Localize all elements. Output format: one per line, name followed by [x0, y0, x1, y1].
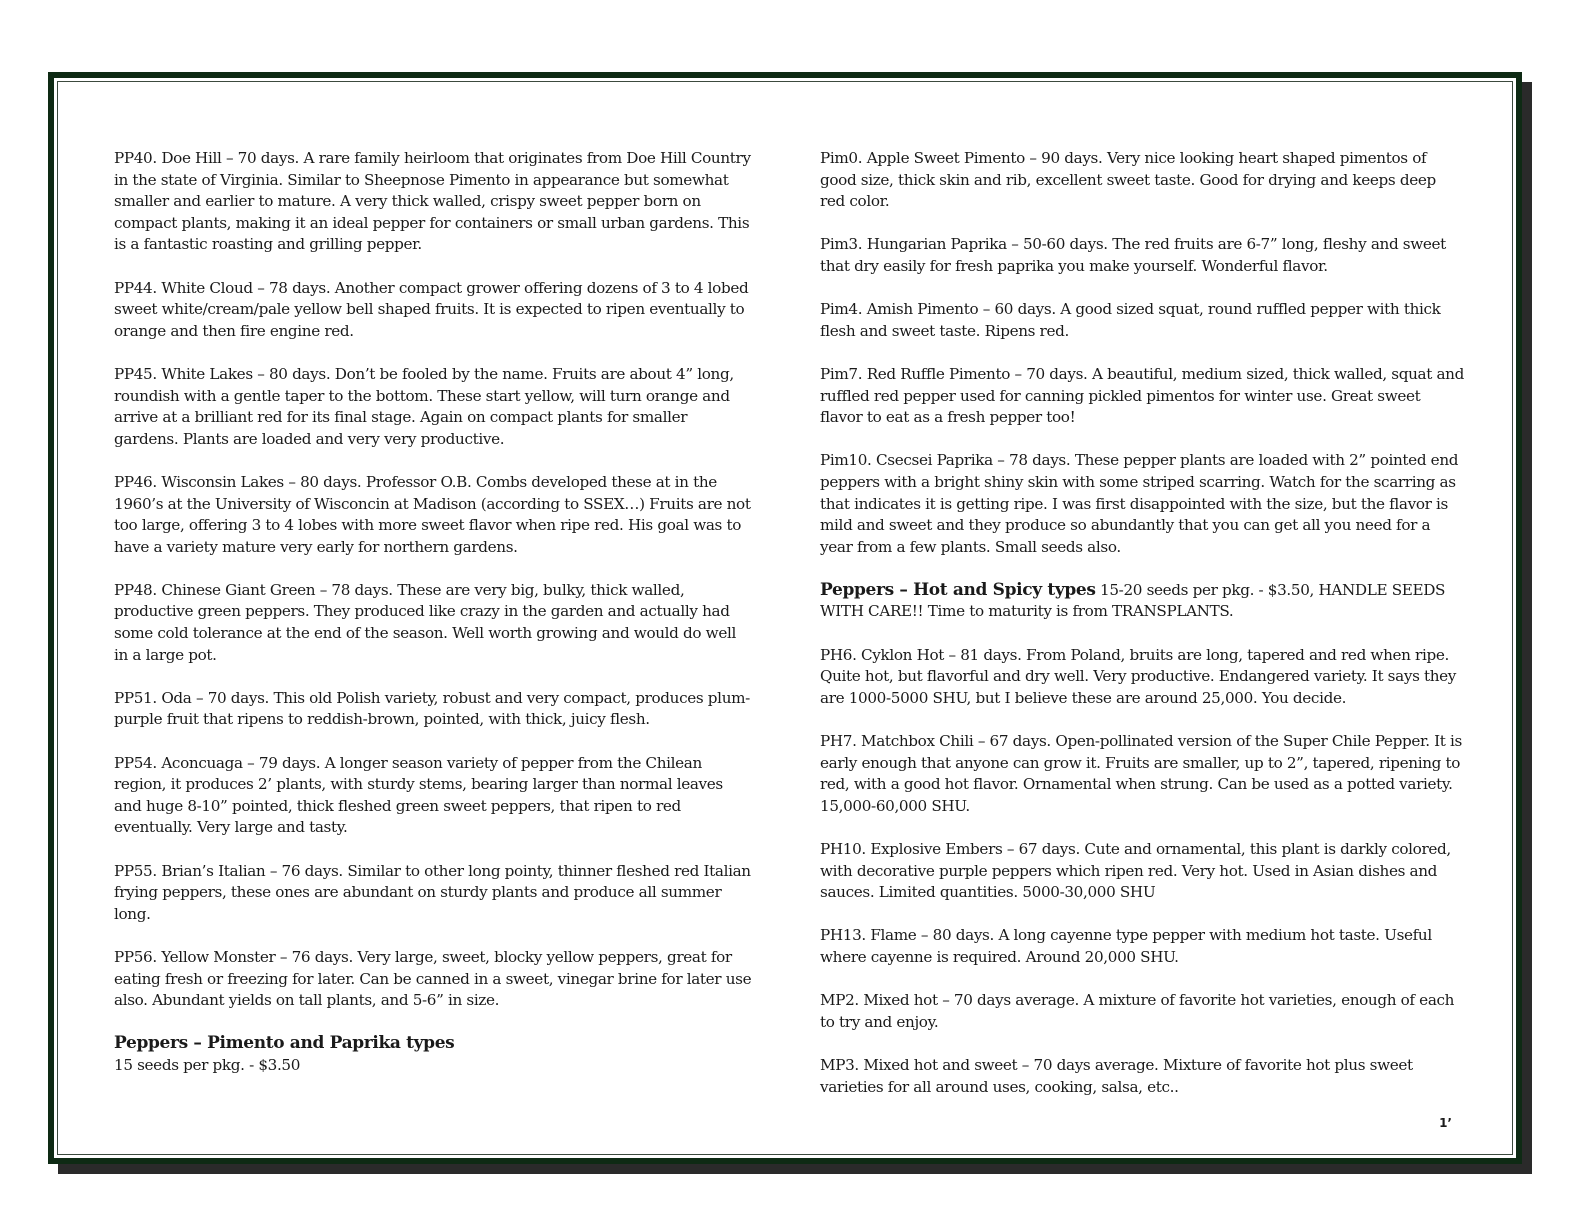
entry-ph13: PH13. Flame – 80 days. A long cayenne type pepper with medium hot taste. Useful where cayenne is required. Around 20,000 SHU. [820, 926, 1432, 966]
entry-pim3: Pim3. Hungarian Paprika – 50-60 days. The red fruits are 6-7” long, fleshy and sweet that dry easily for fresh paprika you make yourself. Wonderful flavor. [820, 235, 1446, 275]
section-title: Peppers – Pimento and Paprika types [114, 1033, 455, 1054]
section-price-note: 15-20 seeds per pkg. - $3.50, HANDLE SEEDS WITH CARE!! Time to maturity is from TRANSPLANTS. [820, 580, 1446, 621]
entry-pp56: PP56. Yellow Monster – 76 days. Very large, sweet, blocky yellow peppers, great for eating fresh or freezing for later. Can be canned in a sweet, vinegar brine for later use also. Abundant yields on tall plants, and 5-6” in size. [114, 947, 752, 1010]
page-frame [48, 72, 1522, 1164]
section-heading-pimento-paprika [114, 1033, 754, 1076]
page-number: 1’ [1439, 1116, 1452, 1130]
entry-pp44: PP44. White Cloud – 78 days. Another compact grower offering dozens of 3 to 4 lobed sweet white/cream/pale yellow bell shaped fruits. It is expected to ripen eventually to orange and then fire engine red. [114, 278, 749, 340]
entry-pim10: Pim10. Csecsei Paprika – 78 days. These pepper plants are loaded with 2” pointed end peppers with a bright shiny skin with some striped scarring. Watch for the scarring as that indicates it is getting ripe. I was first disappointed with the size, but the flavor is mild and sweet and they produce so abundantly that you can get all you need for a year from a few plants. Small seeds also. [820, 451, 1459, 556]
section-price-note: 15 seeds per pkg. - $3.50 [114, 1055, 301, 1074]
section-title: Peppers – Hot and Spicy types [820, 579, 1096, 600]
left-column [114, 148, 754, 1098]
entry-pp55: PP55. Brian’s Italian – 76 days. Similar to other long pointy, thinner fleshed red Italian frying peppers, these ones are abundant on sturdy plants and produce all summer long. [114, 861, 751, 923]
entry-mp3: MP3. Mixed hot and sweet – 70 days average. Mixture of favorite hot plus sweet varieties for all around uses, cooking, salsa, etc.. [820, 1055, 1413, 1096]
entry-mp2: MP2. Mixed hot – 70 days average. A mixture of favorite hot varieties, enough of each to try and enjoy. [820, 991, 1455, 1031]
entry-ph10: PH10. Explosive Embers – 67 days. Cute and ornamental, this plant is darkly colored, with decorative purple peppers which ripen red. Very hot. Used in Asian dishes and sauces. Limited quantities. 5000-30,000 SHU [820, 840, 1451, 902]
section-heading-hot-spicy [820, 580, 1465, 623]
entry-pp45: PP45. White Lakes – 80 days. Don’t be fooled by the name. Fruits are about 4” long, roundish with a gentle taper to the bottom. These start yellow, will turn orange and arrive at a brilliant red for its final stage. Again on compact plants for smaller gardens. Plants are loaded and very very productive. [114, 364, 734, 448]
entry-pp48: PP48. Chinese Giant Green – 78 days. These are very big, bulky, thick walled, productive green peppers. They produced like crazy in the garden and actually had some cold tolerance at the end of the season. Well worth growing and would do well in a large pot. [114, 580, 736, 664]
entry-pp40: PP40. Doe Hill – 70 days. A rare family heirloom that originates from Doe Hill Country in the state of Virginia. Similar to Sheepnose Pimento in appearance but somewhat smaller and earlier to mature. A very thick walled, crispy sweet pepper born on compact plants, making it an ideal pepper for containers or small urban gardens. This is a fantastic roasting and grilling pepper. [114, 149, 751, 254]
entry-pp54: PP54. Aconcuaga – 79 days. A longer season variety of pepper from the Chilean region, it produces 2’ plants, with sturdy stems, bearing larger than normal leaves and huge 8-10” pointed, thick fleshed green sweet peppers, that ripen to red eventually. Very large and tasty. [114, 753, 723, 837]
entry-pp46: PP46. Wisconsin Lakes – 80 days. Professor O.B. Combs developed these at in the 1960’s at the University of Wisconcin at Madison (according to SSEX…) Fruits are not too large, offering 3 to 4 lobes with more sweet flavor when ripe red. His goal was to have a variety mature very early for northern gardens. [114, 472, 751, 556]
entry-pim4: Pim4. Amish Pimento – 60 days. A good sized squat, round ruffled pepper with thick flesh and sweet taste. Ripens red. [820, 300, 1441, 340]
entry-ph7: PH7. Matchbox Chili – 67 days. Open-pollinated version of the Super Chile Pepper. It is early enough that anyone can grow it. Fruits are smaller, up to 2”, tapered, ripening to red, with a good hot flavor. Ornamental when strung. Can be used as a potted variety. 15,000-60,000 SHU. [820, 732, 1462, 815]
right-column [820, 148, 1465, 1120]
entry-pp51: PP51. Oda – 70 days. This old Polish variety, robust and very compact, produces plum-purple fruit that ripens to reddish-brown, pointed, with thick, juicy flesh. [114, 688, 750, 729]
entry-ph6: PH6. Cyklon Hot – 81 days. From Poland, bruits are long, tapered and red when ripe. Quite hot, but flavorful and dry well. Very productive. Endangered variety. It says they are 1000-5000 SHU, but I believe these are around 25,000. You decide. [820, 645, 1457, 707]
entry-pim7: Pim7. Red Ruffle Pimento – 70 days. A beautiful, medium sized, thick walled, squat and ruffled red pepper used for canning pickled pimentos for winter use. Great sweet flavor to eat as a fresh pepper too! [820, 364, 1464, 427]
entry-pim0: Pim0. Apple Sweet Pimento – 90 days. Very nice looking heart shaped pimentos of good size, thick skin and rib, excellent sweet taste. Good for drying and keeps deep red color. [820, 149, 1436, 211]
